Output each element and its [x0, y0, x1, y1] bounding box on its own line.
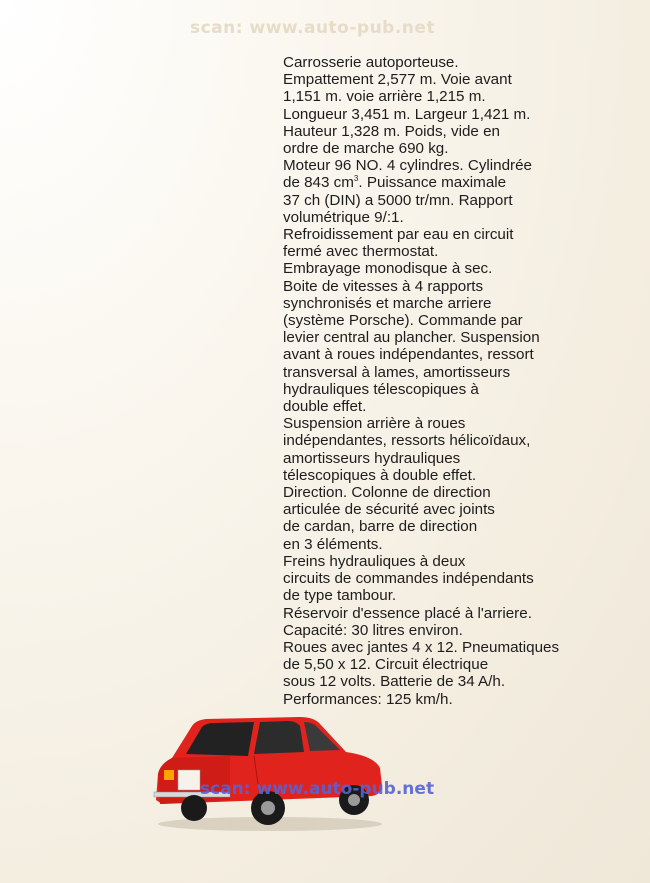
spec-line: Hauteur 1,328 m. Poids, vide en [283, 122, 500, 140]
car-side-window [254, 721, 304, 754]
spec-line-suffix: . Puissance maximale [358, 174, 507, 192]
spec-line: levier central au plancher. Suspension [283, 329, 540, 347]
spec-line: fermé avec thermostat. [283, 243, 439, 261]
spec-line: hydrauliques télescopiques à [283, 380, 479, 398]
spec-line: Longueur 3,451 m. Largeur 1,421 m. [283, 105, 531, 123]
spec-line: Suspension arrière à roues [283, 415, 466, 433]
spec-line: transversal à lames, amortisseurs [283, 363, 511, 381]
spec-line: Performances: 125 km/h. [283, 690, 453, 708]
car-rear-hubcap [261, 801, 275, 815]
car-license-plate [178, 770, 200, 790]
spec-line: volumétrique 9/:1. [283, 208, 404, 226]
spec-line-prefix: de 843 cm [283, 174, 354, 192]
car-illustration [150, 712, 386, 836]
spec-line: Réservoir d'essence placé à l'arriere. [283, 604, 532, 622]
spec-line: sous 12 volts. Batterie de 34 A/h. [283, 673, 506, 691]
spec-line: articulée de sécurité avec joints [283, 501, 495, 519]
spec-line: de 5,50 x 12. Circuit électrique [283, 656, 489, 674]
spec-line: Carrosserie autoporteuse. [283, 54, 459, 71]
spec-line: télescopiques à double effet. [283, 466, 477, 484]
spec-text-block [283, 54, 633, 708]
cm-exponent: 3 [353, 174, 359, 184]
car-rear-light [164, 770, 174, 780]
spec-line: avant à roues indépendantes, ressort [283, 346, 534, 364]
spec-line: Refroidissement par eau en circuit [283, 226, 514, 244]
spec-line: de type tambour. [283, 587, 397, 605]
spec-line: (système Porsche). Commande par [283, 312, 523, 330]
spec-line: Capacité: 30 litres environ. [283, 621, 463, 639]
spec-line: de cardan, barre de direction [283, 518, 478, 536]
spec-line: Boite de vitesses à 4 rapports [283, 277, 484, 295]
spec-line: ordre de marche 690 kg. [283, 140, 449, 158]
spec-line: circuits de commandes indépendants [283, 570, 534, 588]
spec-line: en 3 éléments. [283, 535, 383, 553]
watermark-bottom: scan: www.auto-pub.net [200, 779, 435, 799]
spec-line: synchronisés et marche arriere [283, 294, 492, 312]
spec-line: 1,151 m. voie arrière 1,215 m. [283, 88, 486, 106]
spec-line: Direction. Colonne de direction [283, 484, 491, 502]
spec-line: Moteur 96 NO. 4 cylindres. Cylindrée [283, 157, 533, 175]
spec-line: double effet. [283, 398, 367, 416]
spec-line: Embrayage monodisque à sec. [283, 260, 493, 278]
spec-line-displacement [283, 174, 633, 191]
watermark-top: scan: www.auto-pub.net [190, 18, 436, 38]
spec-line: amortisseurs hydrauliques [283, 449, 461, 467]
spec-line: indépendantes, ressorts hélicoïdaux, [283, 432, 531, 450]
spec-line: Empattement 2,577 m. Voie avant [283, 71, 512, 89]
spec-line: Freins hydrauliques à deux [283, 552, 466, 570]
spec-line: Roues avec jantes 4 x 12. Pneumatiques [283, 638, 560, 656]
spec-line: 37 ch (DIN) a 5000 tr/mn. Rapport [283, 191, 513, 209]
